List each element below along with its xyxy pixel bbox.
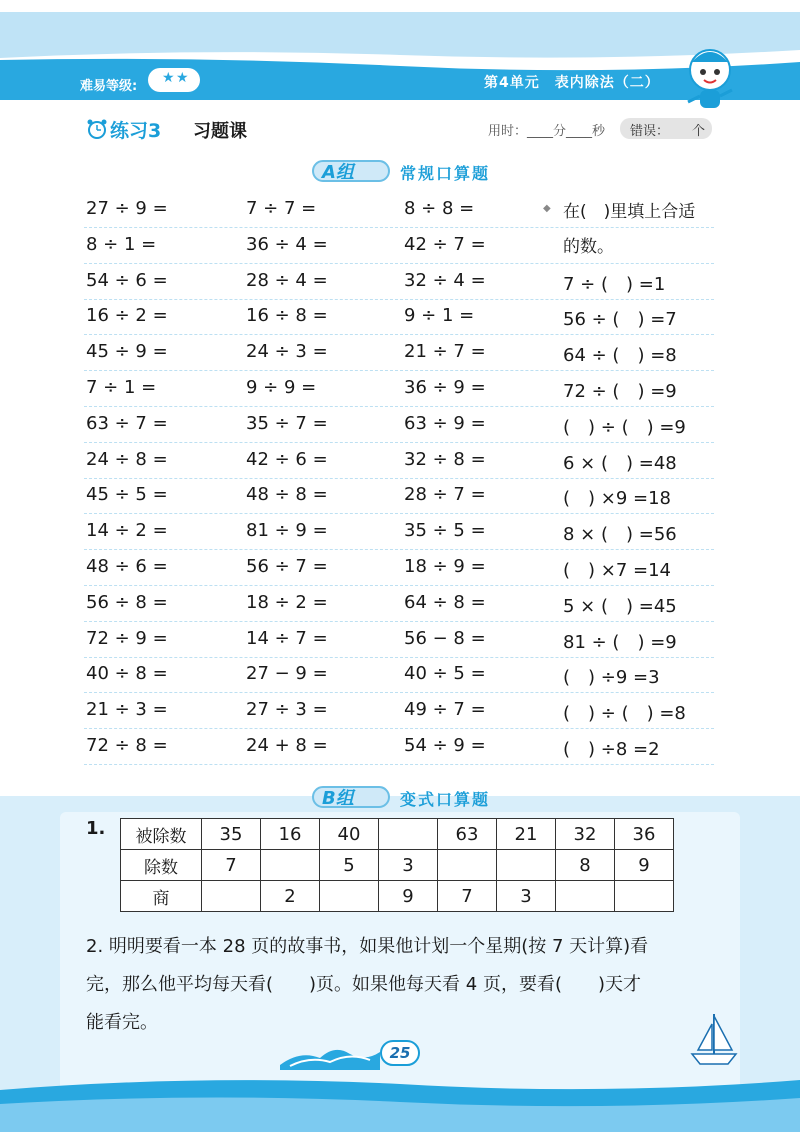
row-divider: [84, 478, 714, 479]
division-problem: 32 ÷ 8 =: [404, 448, 486, 470]
division-table-row: [121, 850, 674, 881]
division-table-cell[interactable]: [438, 850, 497, 881]
row-divider: [84, 370, 714, 371]
row-divider: [84, 728, 714, 729]
division-table-cell: 3: [497, 881, 556, 912]
division-table-cell[interactable]: [497, 850, 556, 881]
division-problem: 54 ÷ 6 =: [86, 269, 168, 291]
division-problem: 40 ÷ 8 =: [86, 663, 168, 685]
division-problem: 16 ÷ 8 =: [246, 305, 328, 327]
alarm-clock-icon: [86, 118, 108, 140]
division-table-cell: 32: [556, 819, 615, 850]
division-problem: 48 ÷ 6 =: [86, 556, 168, 577]
fill-blank-problem[interactable]: 5 × ( ) =45: [563, 595, 677, 617]
row-divider: [84, 764, 714, 765]
fill-blank-problem[interactable]: 6 × ( ) =48: [563, 452, 677, 474]
division-problem: 9 ÷ 9 =: [246, 377, 317, 398]
division-problem: 56 ÷ 7 =: [246, 556, 328, 577]
row-divider: [84, 621, 714, 622]
group-b-badge: B组: [322, 788, 354, 809]
division-table-cell: 36: [615, 819, 674, 850]
diamond-bullet-icon: ◆: [543, 203, 551, 214]
row-divider: [84, 227, 714, 228]
division-problem: 35 ÷ 7 =: [246, 412, 328, 434]
fill-blank-problem[interactable]: 56 ÷ ( ) =7: [563, 309, 677, 331]
division-table-cell: 7: [438, 881, 497, 912]
fill-blank-instruction-cont: 的数。: [563, 237, 614, 257]
division-table-cell[interactable]: [320, 881, 379, 912]
fill-blank-problem[interactable]: 72 ÷ ( ) =9: [563, 381, 677, 402]
lesson-number: 练习3: [110, 120, 162, 142]
division-table-cell: 21: [497, 819, 556, 850]
division-table-cell: 9: [379, 881, 438, 912]
division-problem: 63 ÷ 9 =: [404, 412, 486, 434]
row-divider: [84, 549, 714, 550]
division-table-cell[interactable]: [379, 819, 438, 850]
division-problem: 72 ÷ 8 =: [86, 735, 168, 756]
division-table-cell: 5: [320, 850, 379, 881]
division-problem: 8 ÷ 1 =: [86, 233, 157, 255]
division-problem: 27 − 9 =: [246, 663, 328, 685]
division-table-cell: 16: [261, 819, 320, 850]
unit-title: 第4单元 表内除法（二）: [484, 75, 660, 91]
division-table-cell[interactable]: [261, 850, 320, 881]
division-problem: 14 ÷ 2 =: [86, 520, 168, 542]
fill-blank-problem[interactable]: ( ) ÷ ( ) =9: [563, 416, 686, 438]
division-problem: 45 ÷ 9 =: [86, 341, 168, 363]
division-table-cell: 9: [615, 850, 674, 881]
star-icon: ★: [176, 70, 189, 86]
division-problem: 27 ÷ 3 =: [246, 699, 328, 721]
division-problem: 56 − 8 =: [404, 627, 486, 649]
division-problem: 9 ÷ 1 =: [404, 305, 475, 327]
division-problem: 21 ÷ 3 =: [86, 699, 168, 721]
division-problem: 40 ÷ 5 =: [404, 663, 486, 685]
row-divider: [84, 657, 714, 658]
division-problem: 42 ÷ 6 =: [246, 448, 328, 470]
group-b-banner: [312, 784, 512, 810]
division-table-cell: 2: [261, 881, 320, 912]
question-2-line-2: 完，那么他平均每天看( )页。如果他每天看 4 页，要看( )天才: [86, 974, 641, 995]
sailboat-icon: [684, 1010, 744, 1070]
error-unit: 个: [692, 124, 706, 139]
division-problem: 63 ÷ 7 =: [86, 412, 168, 434]
question-1-number: 1.: [86, 818, 106, 839]
fill-blank-problem[interactable]: ( ) ×9 =18: [563, 488, 672, 510]
division-table-row-header: 被除数: [121, 819, 202, 850]
division-problem: 48 ÷ 8 =: [246, 484, 328, 506]
group-a-badge: A组: [322, 162, 354, 183]
division-problem: 24 + 8 =: [246, 735, 328, 756]
division-table-cell: 7: [202, 850, 261, 881]
error-label: 错误：: [630, 124, 670, 139]
division-problem: 24 ÷ 3 =: [246, 341, 328, 363]
division-table-cell: 40: [320, 819, 379, 850]
division-table-cell[interactable]: [556, 881, 615, 912]
division-table: [120, 818, 674, 912]
division-table-cell: 3: [379, 850, 438, 881]
group-a-banner: [312, 158, 512, 184]
division-table-cell[interactable]: [202, 881, 261, 912]
division-table-cell: 8: [556, 850, 615, 881]
star-icon: ★: [162, 70, 175, 86]
mascot-icon: [670, 40, 750, 120]
division-problem: 7 ÷ 1 =: [86, 377, 157, 398]
division-table-cell[interactable]: [615, 881, 674, 912]
question-2-line-1: 2. 明明要看一本 28 页的故事书，如果他计划一个星期(按 7 天计算)看: [86, 936, 649, 957]
division-problem: 49 ÷ 7 =: [404, 699, 486, 721]
division-problem: 24 ÷ 8 =: [86, 448, 168, 470]
fill-blank-problem[interactable]: ( ) ×7 =14: [563, 560, 672, 581]
row-divider: [84, 442, 714, 443]
time-used-label: 用时：____分____秒: [488, 124, 606, 139]
division-problem: 32 ÷ 4 =: [404, 269, 486, 291]
fill-blank-problem[interactable]: 81 ÷ ( ) =9: [563, 631, 677, 653]
division-problem: 54 ÷ 9 =: [404, 735, 486, 756]
row-divider: [84, 692, 714, 693]
division-problem: 36 ÷ 9 =: [404, 377, 486, 398]
division-problem: 28 ÷ 4 =: [246, 269, 328, 291]
division-problem: 42 ÷ 7 =: [404, 233, 486, 255]
fill-blank-problem[interactable]: ( ) ÷8 =2: [563, 739, 660, 760]
division-problem: 16 ÷ 2 =: [86, 305, 168, 327]
division-table-row: [121, 881, 674, 912]
division-problem: 36 ÷ 4 =: [246, 233, 328, 255]
fill-blank-instruction: 在( )里填上合适: [563, 202, 696, 222]
division-table-cell: 35: [202, 819, 261, 850]
division-table-cell: 63: [438, 819, 497, 850]
row-divider: [84, 513, 714, 514]
fill-blank-problem[interactable]: 64 ÷ ( ) =8: [563, 345, 677, 367]
division-table-row: [121, 819, 674, 850]
error-count-box: [620, 118, 712, 139]
group-a-title: 常规口算题: [400, 164, 491, 183]
division-table-row-header: 商: [121, 881, 202, 912]
difficulty-label: 难易等级:: [80, 79, 138, 94]
wave-icon: [280, 1040, 380, 1070]
row-divider: [84, 585, 714, 586]
division-problem: 14 ÷ 7 =: [246, 627, 328, 649]
difficulty-stars: [148, 68, 200, 92]
division-problem: 8 ÷ 8 =: [404, 198, 475, 219]
division-problem: 27 ÷ 9 =: [86, 198, 168, 219]
division-problem: 21 ÷ 7 =: [404, 341, 486, 363]
division-problem: 56 ÷ 8 =: [86, 591, 168, 613]
row-divider: [84, 299, 714, 300]
fill-blank-problem[interactable]: 8 × ( ) =56: [563, 524, 677, 546]
fill-blank-problem[interactable]: ( ) ÷ ( ) =8: [563, 703, 686, 725]
question-2-line-3: 能看完。: [86, 1012, 158, 1033]
group-b-title: 变式口算题: [400, 790, 491, 809]
division-problem: 7 ÷ 7 =: [246, 198, 317, 219]
page-number: 25: [380, 1040, 420, 1066]
division-problem: 35 ÷ 5 =: [404, 520, 486, 542]
division-problem: 28 ÷ 7 =: [404, 484, 486, 506]
division-problem: 64 ÷ 8 =: [404, 591, 486, 613]
row-divider: [84, 263, 714, 264]
bottom-edge-band: [0, 1070, 800, 1132]
division-problem: 72 ÷ 9 =: [86, 627, 168, 649]
division-problem: 18 ÷ 9 =: [404, 556, 486, 577]
row-divider: [84, 406, 714, 407]
division-problem: 81 ÷ 9 =: [246, 520, 328, 542]
fill-blank-problem[interactable]: 7 ÷ ( ) =1: [563, 273, 666, 295]
division-problem: 45 ÷ 5 =: [86, 484, 168, 506]
fill-blank-problem[interactable]: ( ) ÷9 =3: [563, 667, 660, 689]
division-table-row-header: 除数: [121, 850, 202, 881]
division-problem: 18 ÷ 2 =: [246, 591, 328, 613]
row-divider: [84, 334, 714, 335]
lesson-title: 习题课: [193, 121, 247, 142]
